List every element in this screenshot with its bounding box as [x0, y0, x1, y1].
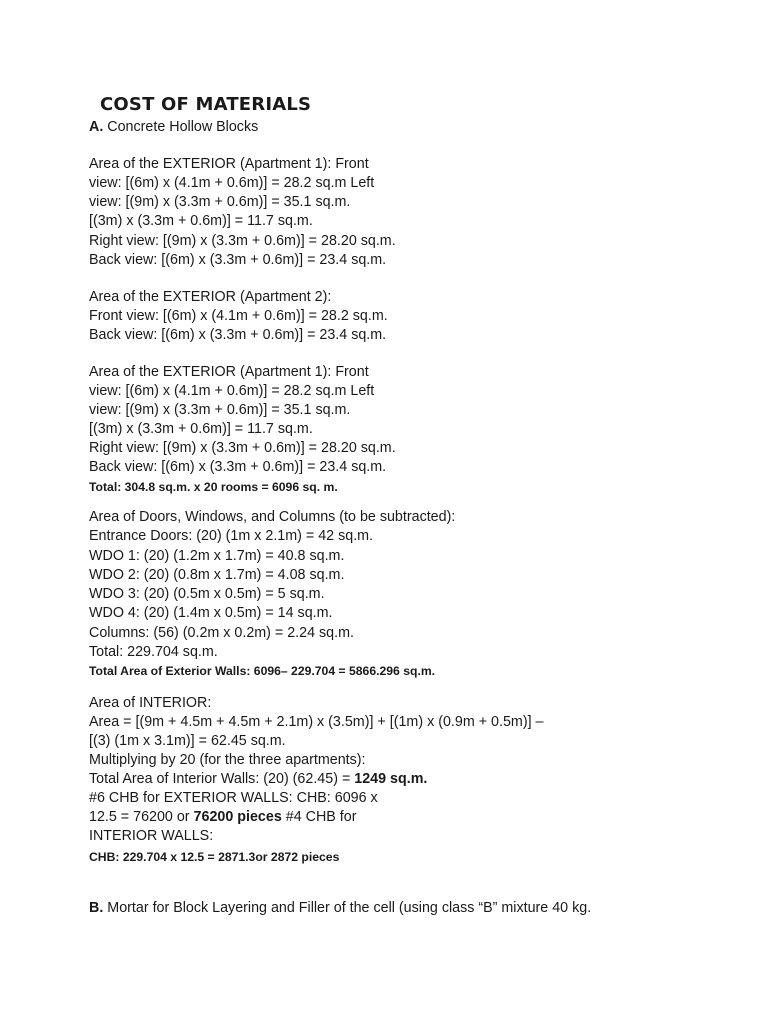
text-span: Concrete Hollow Blocks [103, 119, 259, 135]
text-line-ext2-l2 [89, 307, 388, 326]
text-span: Right view: [(9m) x (3.3m + 0.6m)] = 28.20 sq.m. [89, 440, 396, 456]
text-span: Area of Doors, Windows, and Columns (to be subtracted): [89, 509, 456, 525]
text-line-wdo2 [89, 566, 344, 585]
text-line-int-l5 [89, 770, 427, 789]
text-span: [(3) (1m x 3.1m)] = 62.45 sq.m. [89, 733, 286, 749]
text-line-ext2-title [89, 288, 331, 307]
text-span: 12.5 = 76200 or [89, 809, 194, 825]
text-span: Back view: [(6m) x (3.3m + 0.6m)] = 23.4 sq.m. [89, 327, 387, 343]
text-span: Area of the EXTERIOR (Apartment 2): [89, 289, 332, 305]
text-span: Total: 229.704 sq.m. [89, 644, 218, 660]
text-line-a-title [89, 118, 258, 137]
text-span: Entrance Doors: (20) (1m x 2.1m) = 42 sq.m. [89, 528, 374, 544]
text-span: A. [89, 119, 104, 135]
text-line-wdo4 [89, 604, 333, 623]
text-span: Area of the EXTERIOR (Apartment 1): Front [89, 156, 369, 172]
text-line-chb-l2 [89, 808, 357, 827]
text-line-int-l4 [89, 751, 366, 770]
text-span: WDO 1: (20) (1.2m x 1.7m) = 40.8 sq.m. [89, 548, 345, 564]
text-line-ext3-title [89, 363, 369, 382]
text-line-chb-l3 [89, 827, 213, 846]
text-line-ext1-title [89, 155, 369, 174]
text-span: #4 CHB for [281, 809, 357, 825]
text-line-int-l3 [89, 732, 286, 751]
text-line-ext2-l3 [89, 326, 386, 345]
text-span: [(3m) x (3.3m + 0.6m)] = 11.7 sq.m. [89, 421, 313, 437]
text-line-ext3-l5 [89, 439, 396, 458]
text-line-b-title [89, 899, 591, 918]
text-span: #6 CHB for EXTERIOR WALLS: CHB: 6096 x [89, 790, 378, 806]
text-span: view: [(9m) x (3.3m + 0.6m)] = 35.1 sq.m. [89, 402, 351, 418]
text-span: Total Area of Interior Walls: (20) (62.45) = [89, 771, 355, 787]
text-line-int-title [89, 694, 211, 713]
text-span: 76200 pieces [193, 809, 282, 825]
text-line-ext3-l6 [89, 458, 386, 477]
text-span: Mortar for Block Layering and Filler of the cell (using class “B” mixture 40 kg. [103, 900, 592, 916]
text-line-doors-title [89, 508, 455, 527]
text-span: view: [(6m) x (4.1m + 0.6m)] = 28.2 sq.m Left [89, 175, 375, 191]
text-span: INTERIOR WALLS: [89, 828, 214, 844]
text-line-ext1-l2 [89, 174, 374, 193]
text-span: Back view: [(6m) x (3.3m + 0.6m)] = 23.4 sq.m. [89, 459, 387, 475]
text-span: Back view: [(6m) x (3.3m + 0.6m)] = 23.4 sq.m. [89, 252, 387, 268]
text-span: Multiplying by 20 (for the three apartments): [89, 752, 366, 768]
text-line-ext1-l3 [89, 193, 350, 212]
text-line-ext1-l6 [89, 251, 386, 270]
text-span: Front view: [(6m) x (4.1m + 0.6m)] = 28.2 sq.m. [89, 308, 388, 324]
text-span: [(3m) x (3.3m + 0.6m)] = 11.7 sq.m. [89, 213, 313, 229]
text-line-wdo3 [89, 585, 325, 604]
text-line-doors-total [89, 643, 218, 662]
text-line-ext3-l4 [89, 420, 313, 439]
text-span: Total Area of Exterior Walls: 6096– 229.704 = 5866.296 sq.m. [89, 664, 436, 678]
text-line-ext-walls-total [89, 662, 435, 681]
text-span: Right view: [(9m) x (3.3m + 0.6m)] = 28.20 sq.m. [89, 233, 396, 249]
text-span: 2872 pieces [270, 850, 340, 864]
text-span: CHB: 229.704 x 12.5 = 2871.3or [89, 850, 271, 864]
text-span: Area = [(9m + 4.5m + 4.5m + 2.1m) x (3.5m)] + [(1m) x (0.9m + 0.5m)] – [89, 714, 544, 730]
text-line-ext3-l2 [89, 382, 374, 401]
text-span: Total: 304.8 sq.m. x 20 rooms = 6096 sq. m. [89, 480, 338, 494]
text-span: WDO 4: (20) (1.4m x 0.5m) = 14 sq.m. [89, 605, 333, 621]
text-span: WDO 3: (20) (0.5m x 0.5m) = 5 sq.m. [89, 586, 325, 602]
text-span: 1249 sq.m. [354, 771, 428, 787]
text-line-ext1-l5 [89, 232, 396, 251]
page-title: COST OF MATERIALS [100, 94, 312, 115]
text-span: Area of the EXTERIOR (Apartment 1): Front [89, 364, 369, 380]
text-span: view: [(6m) x (4.1m + 0.6m)] = 28.2 sq.m Left [89, 383, 375, 399]
text-span: B. [89, 900, 104, 916]
text-line-ext-total [89, 478, 338, 497]
text-span: Area of INTERIOR: [89, 695, 212, 711]
text-line-int-l2 [89, 713, 543, 732]
text-line-ext1-l4 [89, 212, 313, 231]
text-line-wdo1 [89, 547, 344, 566]
text-span: WDO 2: (20) (0.8m x 1.7m) = 4.08 sq.m. [89, 567, 345, 583]
text-line-doors-entrance [89, 527, 373, 546]
text-span: Columns: (56) (0.2m x 0.2m) = 2.24 sq.m. [89, 625, 354, 641]
text-line-chb-l4 [89, 848, 339, 867]
text-line-ext3-l3 [89, 401, 350, 420]
text-span: view: [(9m) x (3.3m + 0.6m)] = 35.1 sq.m. [89, 194, 351, 210]
text-line-columns [89, 624, 354, 643]
text-line-chb-l1 [89, 789, 378, 808]
